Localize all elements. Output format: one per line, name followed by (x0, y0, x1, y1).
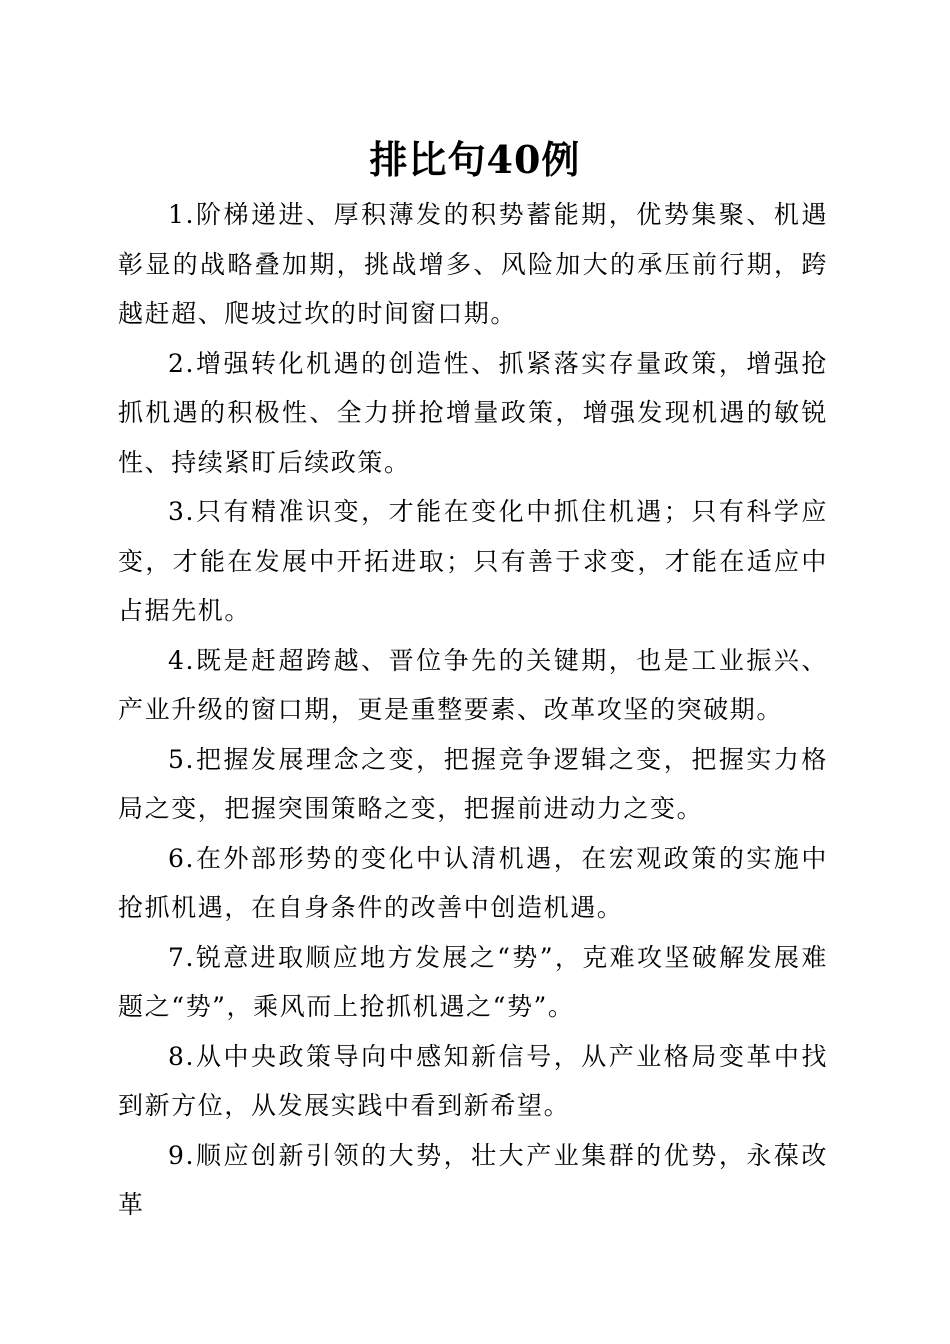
paragraph-5: 5.把握发展理念之变，把握竞争逻辑之变，把握实力格局之变，把握突围策略之变，把握前进动力之变。 (118, 744, 828, 823)
paragraph-7: 7.锐意进取顺应地方发展之“势”，克难攻坚破解发展难题之“势”，乘风而上抢抓机遇之“势”。 (118, 942, 828, 1021)
paragraph-4: 4.既是赶超跨越、晋位争先的关键期，也是工业振兴、产业升级的窗口期，更是重整要素、改革攻坚的突破期。 (118, 645, 828, 724)
paragraph-6: 6.在外部形势的变化中认清机遇，在宏观政策的实施中抢抓机遇，在自身条件的改善中创造机遇。 (118, 843, 828, 922)
paragraph-3: 3.只有精准识变，才能在变化中抓住机遇；只有科学应变，才能在发展中开拓进取；只有善于求变，才能在适应中占据先机。 (118, 497, 828, 625)
document-body (118, 190, 828, 1230)
paragraph-8: 8.从中央政策导向中感知新信号，从产业格局变革中找到新方位，从发展实践中看到新希望。 (118, 1041, 828, 1120)
paragraph-1: 1.阶梯递进、厚积薄发的积势蓄能期，优势集聚、机遇彰显的战略叠加期，挑战增多、风险加大的承压前行期，跨越赶超、爬坡过坎的时间窗口期。 (118, 200, 828, 328)
paragraph-9: 9.顺应创新引领的大势，壮大产业集群的优势，永葆改革 (118, 1140, 828, 1219)
paragraph-2: 2.增强转化机遇的创造性、抓紧落实存量政策，增强抢抓机遇的积极性、全力拼抢增量政策，增强发现机遇的敏锐性、持续紧盯后续政策。 (118, 348, 828, 477)
document-title: 排比句40例 (369, 137, 581, 182)
